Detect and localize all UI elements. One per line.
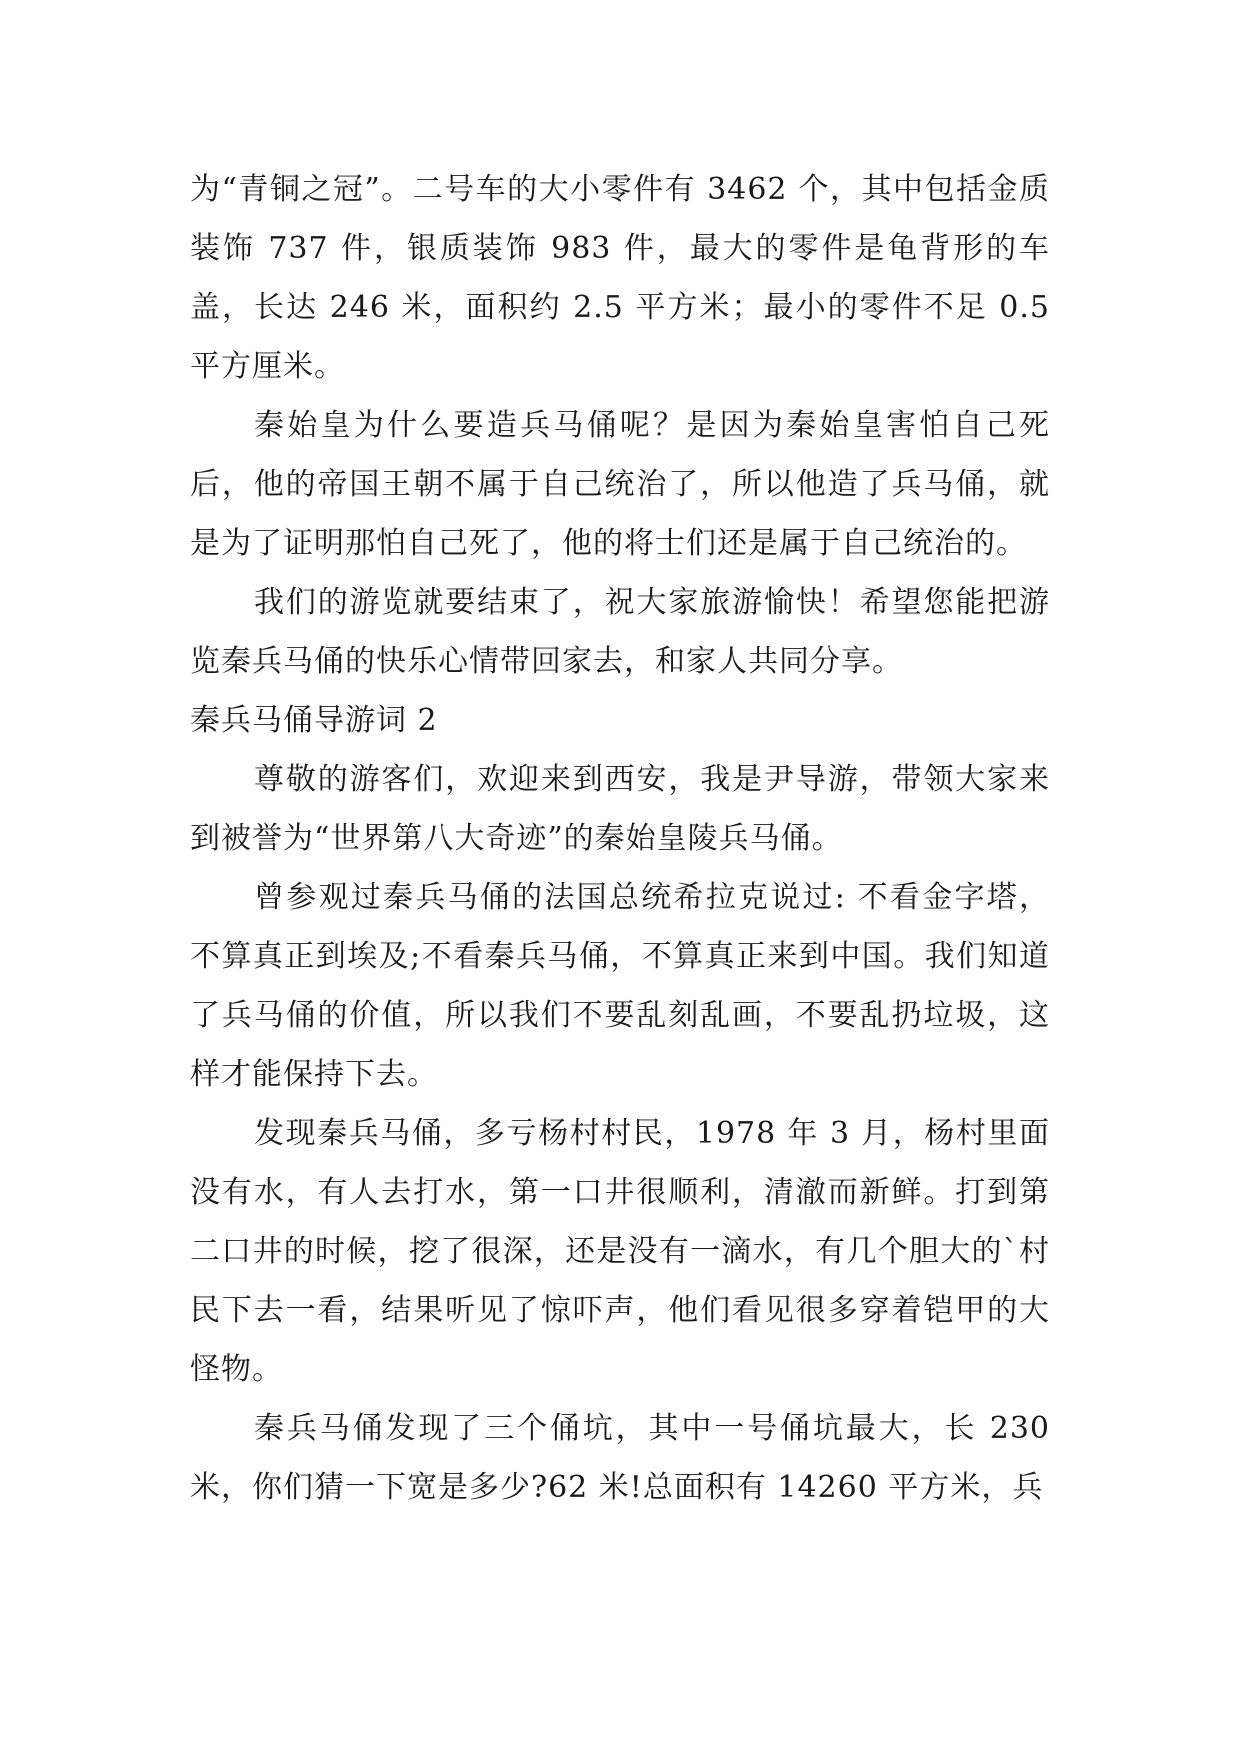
- section-heading: 秦兵马俑导游词 2: [190, 703, 438, 738]
- paragraph-welcome: 尊敬的游客们，欢迎来到西安，我是尹导游，带领大家来到被誉为“世界第八大奇迹”的秦始皇陵兵马俑。: [190, 762, 1050, 856]
- paragraph-discovery: 发现秦兵马俑，多亏杨村村民，1978 年 3 月，杨村里面没有水，有人去打水，第一口井很顺利，清澈而新鲜。打到第二口井的时候，挖了很深，还是没有一滴水，有几个胆大的`村民下去一看，结果听见了惊吓声，他们看见很多穿着铠甲的大怪物。: [190, 1116, 1050, 1387]
- document-body: [190, 160, 1050, 1517]
- paragraph-pits: 秦兵马俑发现了三个俑坑，其中一号俑坑最大，长 230 米，你们猜一下宽是多少?62 米!总面积有 14260 平方米，兵: [190, 1411, 1050, 1505]
- paragraph-tour-ending: 我们的游览就要结束了，祝大家旅游愉快！希望您能把游览秦兵马俑的快乐心情带回家去，和家人共同分享。: [190, 585, 1050, 679]
- paragraph-chirac-quote: 曾参观过秦兵马俑的法国总统希拉克说过: 不看金字塔，不算真正到埃及;不看秦兵马俑，不算真正来到中国。我们知道了兵马俑的价值，所以我们不要乱刻乱画，不要乱扔垃圾，这样才能保持下去。: [190, 880, 1050, 1092]
- paragraph-continuation: 为“青铜之冠”。二号车的大小零件有 3462 个，其中包括金质装饰 737 件，银质装饰 983 件，最大的零件是龟背形的车盖，长达 246 米，面积约 2.5 平方米；最小的零件不足 0.5 平方厘米。: [190, 172, 1050, 384]
- paragraph-why-terracotta: 秦始皇为什么要造兵马俑呢？是因为秦始皇害怕自己死后，他的帝国王朝不属于自己统治了，所以他造了兵马俑，就是为了证明那怕自己死了，他的将士们还是属于自己统治的。: [190, 408, 1050, 561]
